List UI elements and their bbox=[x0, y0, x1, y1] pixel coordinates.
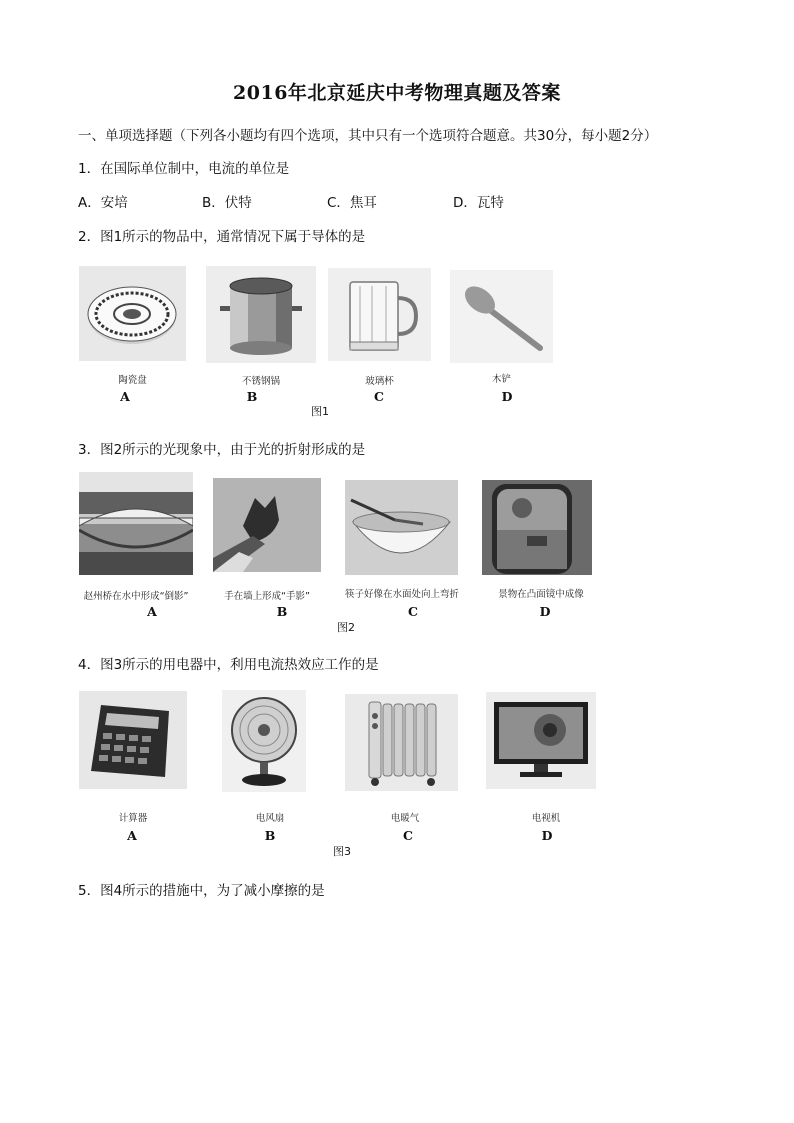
q4-caption-d: 电视机 bbox=[531, 813, 561, 824]
q4-caption-c: 电暖气 bbox=[390, 813, 420, 824]
television-image bbox=[486, 692, 596, 789]
q3-letter-d: D bbox=[539, 604, 551, 619]
q4-letter-c: C bbox=[403, 828, 413, 843]
figure-1-label: 图1 bbox=[311, 405, 329, 418]
question-2-stem: 2．图1所示的物品中，通常情况下属于导体的是 bbox=[78, 229, 366, 245]
wooden-spatula-image bbox=[450, 270, 553, 363]
section-heading: 一、单项选择题（下列各小题均有四个选项，其中只有一个选项符合题意。共30分，每小题2分） bbox=[78, 128, 658, 144]
page-title: 2016年北京延庆中考物理真题及答案 bbox=[233, 82, 561, 104]
electric-fan-image bbox=[222, 690, 306, 792]
q1-option-b: B．伏特 bbox=[202, 195, 252, 211]
question-1-stem: 1．在国际单位制中，电流的单位是 bbox=[78, 161, 290, 177]
q2-caption-d: 木铲 bbox=[491, 374, 511, 385]
question-4-stem: 4．图3所示的用电器中，利用电流热效应工作的是 bbox=[78, 657, 379, 673]
q4-caption-b: 电风扇 bbox=[255, 813, 285, 824]
bridge-reflection-image bbox=[79, 472, 193, 575]
q2-caption-b: 不锈钢锅 bbox=[241, 376, 280, 387]
q2-caption-a: 陶瓷盘 bbox=[118, 375, 147, 386]
q2-letter-c: C bbox=[374, 389, 384, 404]
q4-caption-a: 计算器 bbox=[118, 813, 148, 824]
steel-pot-image bbox=[206, 266, 316, 363]
q3-caption-d: 景物在凸面镜中成像 bbox=[498, 589, 584, 600]
q3-caption-c: 筷子好像在水面处向上弯折 bbox=[344, 589, 459, 600]
q2-caption-c: 玻璃杯 bbox=[365, 376, 394, 387]
q1-option-c: C．焦耳 bbox=[327, 195, 377, 211]
question-3-stem: 3．图2所示的光现象中，由于光的折射形成的是 bbox=[78, 442, 366, 458]
q1-option-d: D．瓦特 bbox=[453, 195, 504, 211]
q3-caption-b: 手在墙上形成“手影” bbox=[224, 591, 310, 602]
glass-cup-image bbox=[328, 268, 431, 361]
q4-letter-d: D bbox=[541, 828, 553, 843]
convex-mirror-image bbox=[482, 480, 592, 575]
calculator-image bbox=[79, 691, 187, 789]
hand-shadow-image bbox=[213, 478, 321, 572]
q1-option-a: A．安培 bbox=[78, 195, 128, 211]
q2-letter-d: D bbox=[501, 389, 513, 404]
q2-letter-b: B bbox=[246, 389, 258, 404]
q4-letter-a: A bbox=[127, 828, 137, 843]
q3-letter-b: B bbox=[276, 604, 288, 619]
figure-3-label: 图3 bbox=[333, 845, 351, 858]
question-5-stem: 5．图4所示的措施中，为了减小摩擦的是 bbox=[78, 883, 325, 899]
electric-heater-image bbox=[345, 694, 458, 791]
q3-caption-a: 赵州桥在水中形成“倒影” bbox=[83, 591, 189, 602]
q3-letter-a: A bbox=[147, 604, 157, 619]
q2-letter-a: A bbox=[120, 389, 130, 404]
chopsticks-bowl-image bbox=[345, 480, 458, 575]
ceramic-plate-image bbox=[79, 266, 186, 361]
q4-letter-b: B bbox=[264, 828, 276, 843]
figure-2-label: 图2 bbox=[337, 621, 355, 634]
q3-letter-c: C bbox=[408, 604, 418, 619]
